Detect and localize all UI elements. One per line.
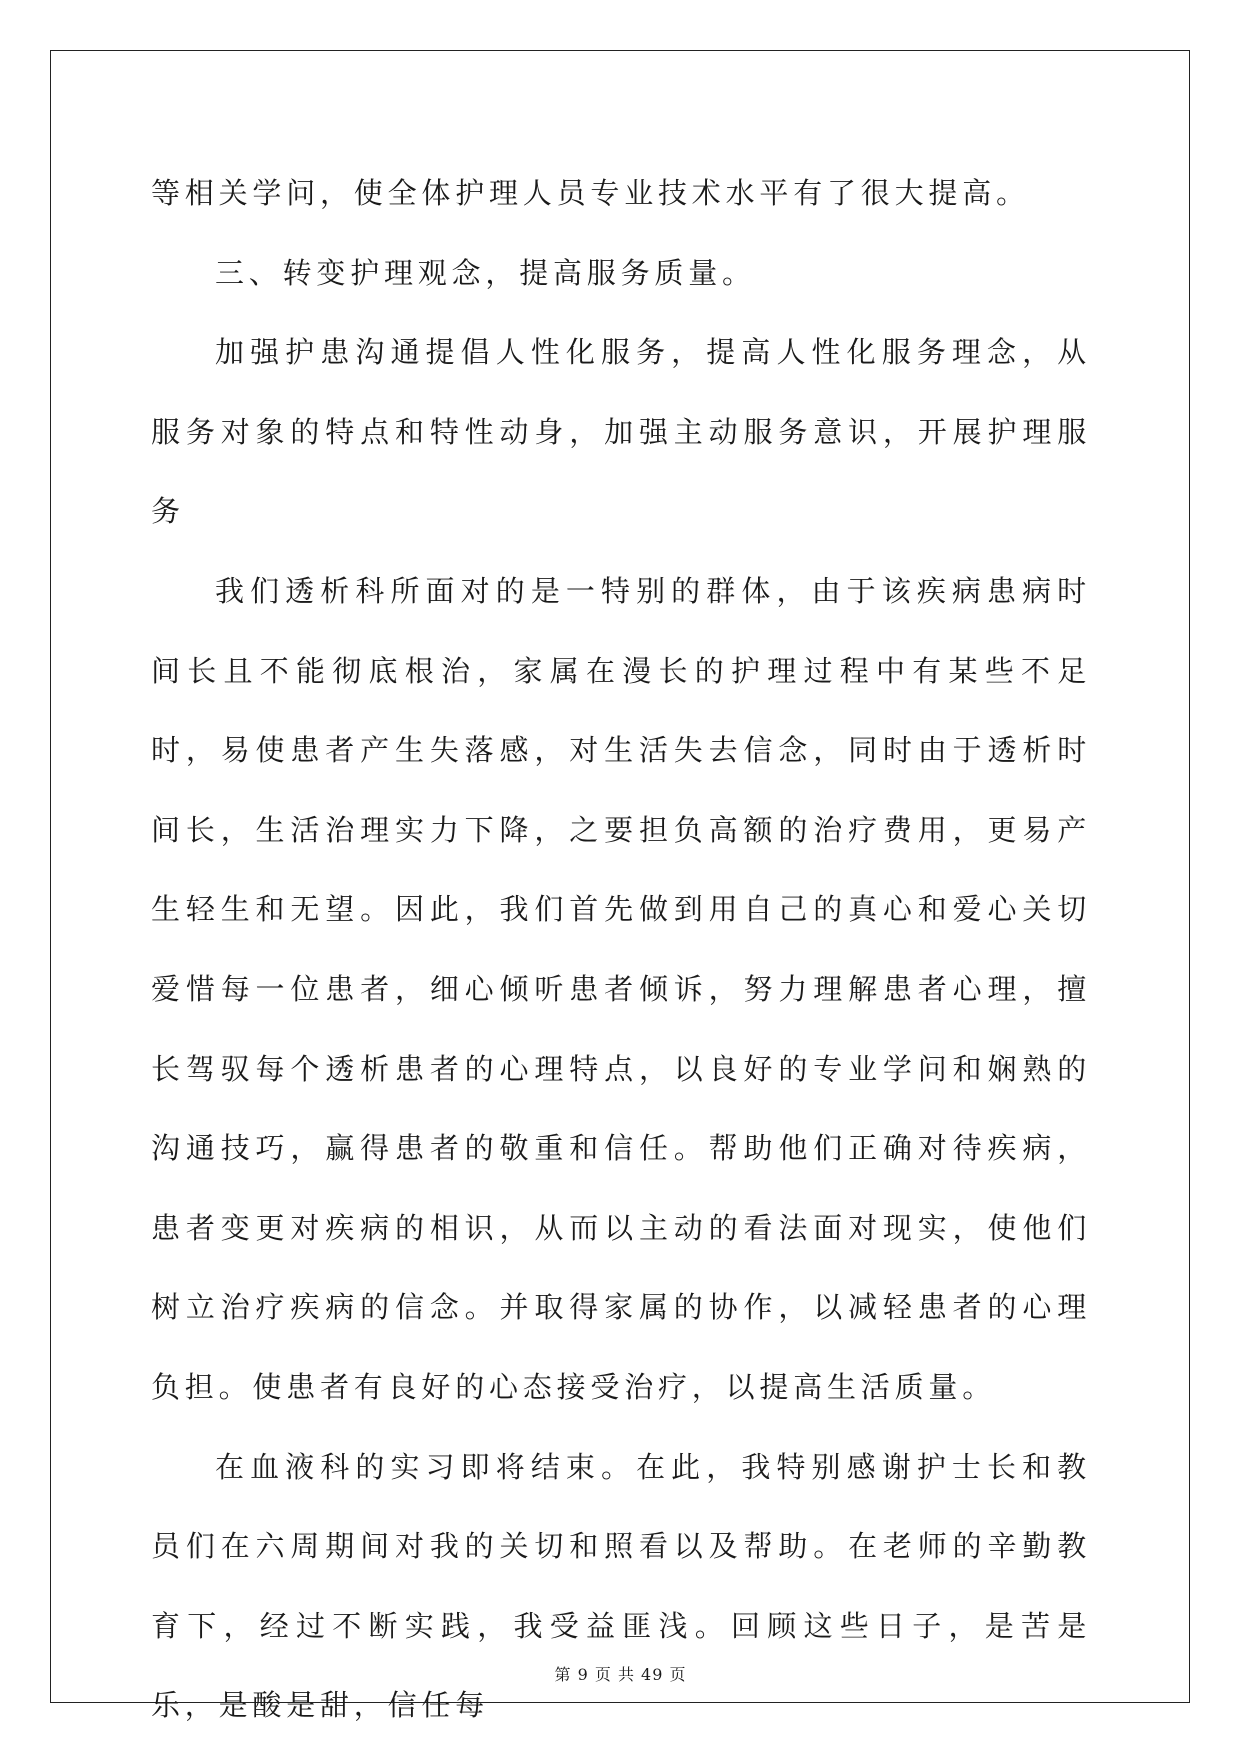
paragraph-dialysis-patients: 我们透析科所面对的是一特别的群体，由于该疾病患病时间长且不能彻底根治，家属在漫长的护理过程中有某些不足时，易使患者产生失落感，对生活失去信念，同时由于透析时间长，生活治理实力下降，之要担负高额的治疗费用，更易产生轻生和无望。因此，我们首先做到用自己的真心和爱心关切爱惜每一位患者，细心倾听患者倾诉，努力理解患者心理，擅长驾驭每个透析患者的心理特点，以良好的专业学问和娴熟的沟通技巧，赢得患者的敬重和信任。帮助他们正确对待疾病，患者变更对疾病的相识，从而以主动的看法面对现实，使他们树立治疗疾病的信念。并取得家属的协作，以减轻患者的心理负担。使患者有良好的心态接受治疗，以提高生活质量。: [151, 573, 1091, 1404]
document-body: [151, 154, 1091, 1746]
paragraph-continuation: 等相关学问，使全体护理人员专业技术水平有了很大提高。: [151, 176, 1030, 210]
paragraph-communication: 加强护患沟通提倡人性化服务，提高人性化服务理念，从服务对象的特点和特性动身，加强主动服务意识，开展护理服务: [151, 335, 1091, 529]
paragraph-internship-end: 在血液科的实习即将结束。在此，我特别感谢护士长和教员们在六周期间对我的关切和照看以及帮助。在老师的辛勤教育下，经过不断实践，我受益匪浅。回顾这些日子，是苦是乐，是酸是甜，信任每: [151, 1449, 1091, 1723]
section-heading-three: 三、转变护理观念，提高服务质量。: [215, 255, 756, 290]
page-number-footer: 第 9 页 共 49 页: [554, 1665, 687, 1684]
